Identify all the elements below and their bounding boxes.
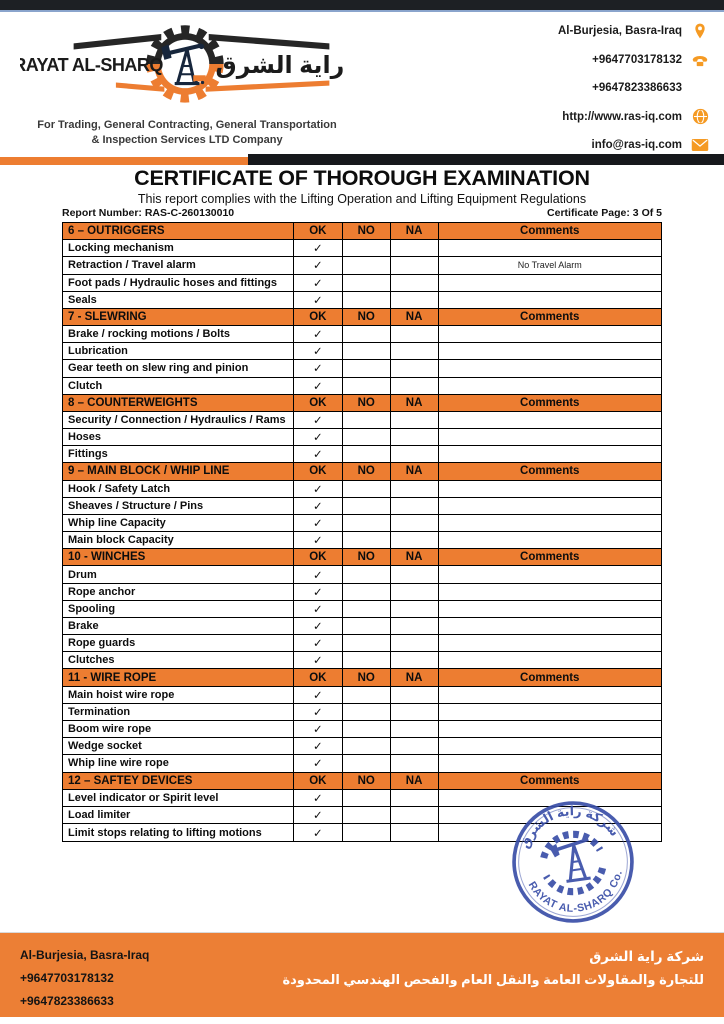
item-label: Wedge socket bbox=[63, 738, 294, 754]
no-check bbox=[343, 635, 391, 651]
table-row bbox=[63, 652, 661, 669]
col-header-na: NA bbox=[391, 773, 439, 789]
footer-company-arabic bbox=[282, 946, 704, 992]
table-row bbox=[63, 532, 661, 549]
comment-text bbox=[439, 481, 662, 497]
ok-check: ✓ bbox=[294, 240, 343, 256]
logo-stripe-bottom-right bbox=[206, 80, 330, 91]
table-row bbox=[63, 635, 661, 652]
comment-text: No Travel Alarm bbox=[517, 260, 582, 271]
section-header-row bbox=[63, 309, 661, 326]
col-header-ok: OK bbox=[294, 773, 343, 789]
stamp-arabic-text: شركة راية الشرق bbox=[517, 804, 622, 851]
ok-check: ✓ bbox=[294, 652, 343, 668]
ok-check: ✓ bbox=[294, 601, 343, 617]
item-label: Retraction / Travel alarm bbox=[63, 257, 294, 273]
comment-text bbox=[439, 687, 662, 703]
ok-check: ✓ bbox=[294, 704, 343, 720]
col-header-na: NA bbox=[391, 549, 439, 565]
section-title: 11 - WIRE ROPE bbox=[63, 669, 294, 685]
table-row bbox=[63, 704, 661, 721]
logo-truck bbox=[193, 75, 205, 81]
section-title: 7 - SLEWRING bbox=[63, 309, 294, 325]
footer-address: Al-Burjesia, Basra-Iraq bbox=[20, 948, 150, 962]
col-header-ok: OK bbox=[294, 223, 343, 239]
item-label: Load limiter bbox=[63, 807, 294, 823]
comment-text bbox=[439, 498, 662, 514]
item-label: Clutches bbox=[63, 652, 294, 668]
na-check bbox=[391, 378, 439, 394]
ok-check: ✓ bbox=[294, 343, 343, 359]
comment-text bbox=[439, 584, 662, 600]
col-header-no: NO bbox=[343, 773, 391, 789]
no-check bbox=[343, 446, 391, 462]
col-header-na: NA bbox=[391, 463, 439, 479]
report-number: Report Number: RAS-C-260130010 bbox=[62, 207, 235, 219]
col-header-ok: OK bbox=[294, 669, 343, 685]
no-check bbox=[343, 275, 391, 291]
comment-text bbox=[439, 635, 662, 651]
svg-text:شركة راية الشرق bbox=[513, 799, 623, 852]
table-row bbox=[63, 257, 661, 274]
na-check bbox=[391, 738, 439, 754]
contact-block bbox=[410, 17, 710, 160]
no-check bbox=[343, 807, 391, 823]
section-title: 10 - WINCHES bbox=[63, 549, 294, 565]
no-check bbox=[343, 515, 391, 531]
col-header-comments: Comments bbox=[520, 671, 580, 684]
company-name-ar: راية الشرق bbox=[215, 53, 345, 80]
tagline-line1: For Trading, General Contracting, General Transportation bbox=[37, 119, 337, 131]
comment-text bbox=[439, 446, 662, 462]
col-header-comments: Comments bbox=[520, 774, 580, 787]
company-name-en: RAYAT AL-SHARQ bbox=[20, 55, 163, 76]
comment-text bbox=[439, 275, 662, 291]
no-check bbox=[343, 738, 391, 754]
footer-phone2: +9647823386633 bbox=[20, 994, 114, 1008]
item-label: Main hoist wire rope bbox=[63, 687, 294, 703]
col-header-ok: OK bbox=[294, 463, 343, 479]
stamp-pumpjack-emblem bbox=[541, 831, 605, 896]
certificate-page: Certificate Page: 3 Of 5 bbox=[547, 207, 662, 219]
table-row bbox=[63, 738, 661, 755]
no-check bbox=[343, 618, 391, 634]
phone1-text: +9647703178132 bbox=[592, 53, 682, 66]
ok-check: ✓ bbox=[294, 687, 343, 703]
ok-check: ✓ bbox=[294, 326, 343, 342]
ok-check: ✓ bbox=[294, 515, 343, 531]
section-title: 12 – SAFTEY DEVICES bbox=[63, 773, 294, 789]
website-text: http://www.ras-iq.com bbox=[562, 110, 682, 123]
na-check bbox=[391, 532, 439, 548]
no-check bbox=[343, 584, 391, 600]
no-check bbox=[343, 790, 391, 806]
comment-text bbox=[439, 738, 662, 754]
comment-text bbox=[439, 566, 662, 582]
na-check bbox=[391, 429, 439, 445]
comment-text bbox=[439, 721, 662, 737]
truck-wheel bbox=[201, 81, 204, 84]
item-label: Termination bbox=[63, 704, 294, 720]
na-check bbox=[391, 566, 439, 582]
na-check bbox=[391, 755, 439, 771]
ok-check: ✓ bbox=[294, 429, 343, 445]
no-check bbox=[343, 566, 391, 582]
ok-check: ✓ bbox=[294, 790, 343, 806]
col-header-comments: Comments bbox=[520, 465, 580, 478]
col-header-ok: OK bbox=[294, 395, 343, 411]
na-check bbox=[391, 584, 439, 600]
table-row bbox=[63, 378, 661, 395]
stamp-english-text: RAYAT AL-SHARQ Co. bbox=[525, 869, 625, 915]
section-header-row bbox=[63, 669, 661, 686]
item-label: Hook / Safety Latch bbox=[63, 481, 294, 497]
table-row bbox=[63, 755, 661, 772]
na-check bbox=[391, 446, 439, 462]
item-label: Seals bbox=[63, 292, 294, 308]
top-dark-bar bbox=[0, 0, 724, 12]
col-header-no: NO bbox=[343, 395, 391, 411]
footer-company-desc-ar: للتجارة والمقاولات العامة والنقل العام والفحص الهندسي المحدودة bbox=[282, 972, 704, 987]
col-header-na: NA bbox=[391, 309, 439, 325]
item-label: Whip line Capacity bbox=[63, 515, 294, 531]
col-header-no: NO bbox=[343, 309, 391, 325]
no-check bbox=[343, 721, 391, 737]
inspection-table bbox=[62, 222, 662, 842]
contact-phone1-row bbox=[410, 46, 710, 75]
section-header-row bbox=[63, 773, 661, 790]
table-row bbox=[63, 292, 661, 309]
na-check bbox=[391, 257, 439, 273]
item-label: Gear teeth on slew ring and pinion bbox=[63, 360, 294, 376]
logo-graphic bbox=[20, 16, 350, 116]
comment-text bbox=[439, 240, 662, 256]
na-check bbox=[391, 240, 439, 256]
no-check bbox=[343, 755, 391, 771]
table-row bbox=[63, 360, 661, 377]
ok-check: ✓ bbox=[294, 360, 343, 376]
logo-stripe-top-right bbox=[209, 34, 330, 49]
na-check bbox=[391, 275, 439, 291]
comment-text bbox=[439, 292, 662, 308]
table-row bbox=[63, 498, 661, 515]
na-check bbox=[391, 343, 439, 359]
page-title: CERTIFICATE OF THOROUGH EXAMINATION bbox=[134, 166, 590, 190]
item-label: Rope anchor bbox=[63, 584, 294, 600]
ok-check: ✓ bbox=[294, 275, 343, 291]
ok-check: ✓ bbox=[294, 378, 343, 394]
logo-stripe-top-left bbox=[74, 34, 162, 49]
truck-wheel bbox=[195, 81, 198, 84]
na-check bbox=[391, 601, 439, 617]
na-check bbox=[391, 790, 439, 806]
comment-text bbox=[439, 343, 662, 359]
divider-dark-segment bbox=[248, 154, 724, 165]
comment-text bbox=[439, 412, 662, 428]
comment-text bbox=[439, 360, 662, 376]
section-header-row bbox=[63, 395, 661, 412]
na-check bbox=[391, 635, 439, 651]
item-label: Sheaves / Structure / Pins bbox=[63, 498, 294, 514]
comment-text bbox=[439, 532, 662, 548]
ok-check: ✓ bbox=[294, 738, 343, 754]
empty-icon-slot bbox=[690, 78, 710, 98]
ok-check: ✓ bbox=[294, 257, 343, 273]
na-check bbox=[391, 807, 439, 823]
na-check bbox=[391, 481, 439, 497]
ok-check: ✓ bbox=[294, 618, 343, 634]
phone-icon bbox=[690, 50, 710, 70]
comment-text bbox=[439, 652, 662, 668]
col-header-no: NO bbox=[343, 223, 391, 239]
na-check bbox=[391, 412, 439, 428]
na-check bbox=[391, 721, 439, 737]
no-check bbox=[343, 824, 391, 841]
col-header-no: NO bbox=[343, 549, 391, 565]
phone2-text: +9647823386633 bbox=[592, 82, 682, 95]
company-tagline bbox=[12, 118, 362, 147]
na-check bbox=[391, 618, 439, 634]
col-header-na: NA bbox=[391, 223, 439, 239]
item-label: Locking mechanism bbox=[63, 240, 294, 256]
ok-check: ✓ bbox=[294, 807, 343, 823]
item-label: Clutch bbox=[63, 378, 294, 394]
item-label: Drum bbox=[63, 566, 294, 582]
ok-check: ✓ bbox=[294, 481, 343, 497]
na-check bbox=[391, 824, 439, 841]
item-label: Main block Capacity bbox=[63, 532, 294, 548]
col-header-na: NA bbox=[391, 395, 439, 411]
address-text: Al-Burjesia, Basra-Iraq bbox=[558, 25, 682, 38]
na-check bbox=[391, 652, 439, 668]
comment-text bbox=[439, 429, 662, 445]
table-row bbox=[63, 618, 661, 635]
item-label: Foot pads / Hydraulic hoses and fittings bbox=[63, 275, 294, 291]
company-logo bbox=[20, 16, 350, 116]
envelope-icon bbox=[690, 135, 710, 155]
table-row bbox=[63, 584, 661, 601]
no-check bbox=[343, 704, 391, 720]
no-check bbox=[343, 343, 391, 359]
item-label: Fittings bbox=[63, 446, 294, 462]
item-label: Level indicator or Spirit level bbox=[63, 790, 294, 806]
col-header-comments: Comments bbox=[520, 551, 580, 564]
table-row bbox=[63, 446, 661, 463]
col-header-ok: OK bbox=[294, 309, 343, 325]
item-label: Boom wire rope bbox=[63, 721, 294, 737]
table-row bbox=[63, 721, 661, 738]
company-stamp bbox=[510, 799, 636, 925]
table-row bbox=[63, 240, 661, 257]
comment-text bbox=[439, 755, 662, 771]
comment-text bbox=[439, 515, 662, 531]
tagline-line2: & Inspection Services LTD Company bbox=[91, 133, 283, 146]
table-row bbox=[63, 275, 661, 292]
no-check bbox=[343, 412, 391, 428]
table-row bbox=[63, 566, 661, 583]
table-row bbox=[63, 601, 661, 618]
na-check bbox=[391, 292, 439, 308]
comment-text bbox=[439, 618, 662, 634]
section-title: 8 – COUNTERWEIGHTS bbox=[63, 395, 294, 411]
ok-check: ✓ bbox=[294, 532, 343, 548]
footer-phone1: +9647703178132 bbox=[20, 971, 114, 985]
col-header-comments: Comments bbox=[520, 310, 580, 323]
item-label: Brake bbox=[63, 618, 294, 634]
section-header-row bbox=[63, 549, 661, 566]
footer-contact bbox=[20, 944, 149, 1013]
col-header-na: NA bbox=[391, 669, 439, 685]
na-check bbox=[391, 704, 439, 720]
no-check bbox=[343, 360, 391, 376]
na-check bbox=[391, 515, 439, 531]
na-check bbox=[391, 687, 439, 703]
no-check bbox=[343, 481, 391, 497]
item-label: Whip line wire rope bbox=[63, 755, 294, 771]
item-label: Limit stops relating to lifting motions bbox=[63, 824, 294, 841]
col-header-comments: Comments bbox=[520, 225, 580, 238]
report-meta-row bbox=[62, 207, 662, 219]
ok-check: ✓ bbox=[294, 635, 343, 651]
item-label: Hoses bbox=[63, 429, 294, 445]
table-row bbox=[63, 412, 661, 429]
no-check bbox=[343, 257, 391, 273]
comment-text bbox=[439, 326, 662, 342]
ok-check: ✓ bbox=[294, 566, 343, 582]
table-row bbox=[63, 687, 661, 704]
no-check bbox=[343, 378, 391, 394]
no-check bbox=[343, 292, 391, 308]
no-check bbox=[343, 601, 391, 617]
col-header-no: NO bbox=[343, 669, 391, 685]
table-row bbox=[63, 343, 661, 360]
section-header-row bbox=[63, 223, 661, 240]
col-header-ok: OK bbox=[294, 549, 343, 565]
table-row bbox=[63, 429, 661, 446]
comment-text bbox=[439, 378, 662, 394]
section-header-row bbox=[63, 463, 661, 480]
comment-text bbox=[439, 601, 662, 617]
location-pin-icon bbox=[690, 21, 710, 41]
no-check bbox=[343, 687, 391, 703]
na-check bbox=[391, 326, 439, 342]
col-header-no: NO bbox=[343, 463, 391, 479]
email-text: info@ras-iq.com bbox=[591, 139, 682, 152]
no-check bbox=[343, 652, 391, 668]
item-label: Security / Connection / Hydraulics / Rams bbox=[63, 412, 294, 428]
na-check bbox=[391, 498, 439, 514]
item-label: Brake / rocking motions / Bolts bbox=[63, 326, 294, 342]
ok-check: ✓ bbox=[294, 292, 343, 308]
ok-check: ✓ bbox=[294, 824, 343, 841]
ok-check: ✓ bbox=[294, 721, 343, 737]
section-title: 6 – OUTRIGGERS bbox=[63, 223, 294, 239]
section-title: 9 – MAIN BLOCK / WHIP LINE bbox=[63, 463, 294, 479]
contact-phone2-row bbox=[410, 74, 710, 103]
table-row bbox=[63, 326, 661, 343]
ok-check: ✓ bbox=[294, 498, 343, 514]
page-subtitle: This report complies with the Lifting Operation and Lifting Equipment Regulations bbox=[137, 192, 587, 206]
globe-icon bbox=[690, 107, 710, 127]
no-check bbox=[343, 429, 391, 445]
ok-check: ✓ bbox=[294, 446, 343, 462]
ok-check: ✓ bbox=[294, 412, 343, 428]
ok-check: ✓ bbox=[294, 755, 343, 771]
no-check bbox=[343, 240, 391, 256]
contact-website-row bbox=[410, 103, 710, 132]
divider-orange-segment bbox=[0, 157, 248, 165]
table-row bbox=[63, 481, 661, 498]
table-row bbox=[63, 515, 661, 532]
no-check bbox=[343, 532, 391, 548]
no-check bbox=[343, 498, 391, 514]
item-label: Spooling bbox=[63, 601, 294, 617]
item-label: Lubrication bbox=[63, 343, 294, 359]
ok-check: ✓ bbox=[294, 584, 343, 600]
footer-company-name-ar: شركة راية الشرق bbox=[589, 949, 704, 964]
na-check bbox=[391, 360, 439, 376]
no-check bbox=[343, 326, 391, 342]
item-label: Rope guards bbox=[63, 635, 294, 651]
contact-address-row bbox=[410, 17, 710, 46]
footer-bar bbox=[0, 933, 724, 1017]
comment-text bbox=[439, 704, 662, 720]
col-header-comments: Comments bbox=[520, 396, 580, 409]
